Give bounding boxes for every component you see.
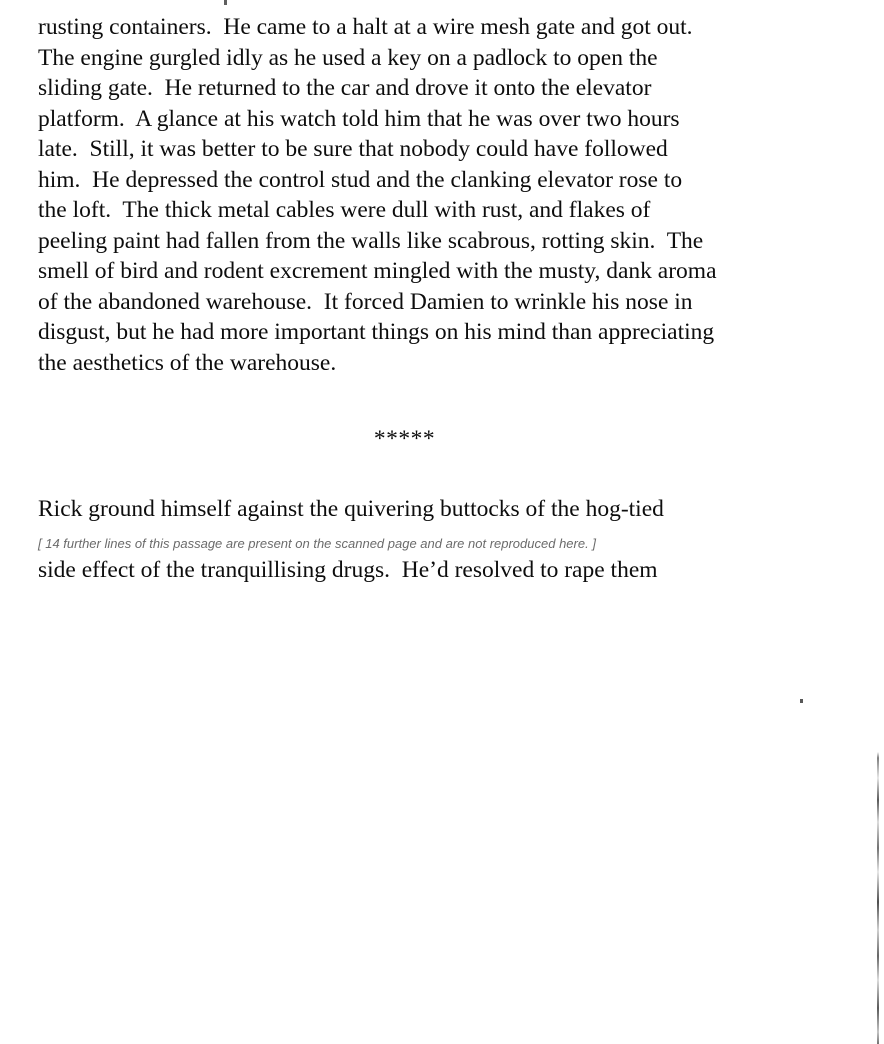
gutter-shadow-artifact xyxy=(877,752,879,1044)
text-line: disgust, but he had more important things on his mind than appreciating xyxy=(38,319,715,345)
text-line: late. Still, it was better to be sure that nobody could have followed xyxy=(38,136,668,162)
text-line: peeling paint had fallen from the walls like scabrous, rotting skin. The xyxy=(38,227,704,254)
text-line: rusting containers. He came to a halt at a wire mesh gate and got out. xyxy=(38,14,693,40)
text-line: The engine gurgled idly as he used a key on a padlock to open the xyxy=(38,44,658,71)
clipped-descender-artifact xyxy=(224,0,227,5)
ink-speck-artifact xyxy=(800,699,803,703)
prose-block-one xyxy=(38,12,771,378)
text-line: him. He depressed the control stud and the clanking elevator rose to xyxy=(38,166,683,193)
scene-break-marker: ***** xyxy=(373,426,436,452)
text-line: smell of bird and rodent excrement mingled with the musty, dank aroma xyxy=(38,258,717,284)
text-line: the loft. The thick metal cables were dull with rust, and flakes of xyxy=(38,197,651,223)
text-line: the aesthetics of the warehouse. xyxy=(38,349,337,376)
text-line-first: Rick ground himself against the quivering buttocks of the hog-tied xyxy=(38,496,664,522)
withheld-content-note: [ 14 further lines of this passage are present on the scanned page and are not reproduced here. ] xyxy=(38,535,596,551)
text-line: sliding gate. He returned to the car and drove it onto the elevator xyxy=(38,75,652,101)
text-line: of the abandoned warehouse. It forced Damien to wrinkle his nose in xyxy=(38,288,693,315)
prose-block-two xyxy=(38,494,771,585)
text-line: platform. A glance at his watch told him that he was over two hours xyxy=(38,105,680,132)
text-line-last: side effect of the tranquillising drugs. He’d resolved to rape them xyxy=(38,556,658,583)
